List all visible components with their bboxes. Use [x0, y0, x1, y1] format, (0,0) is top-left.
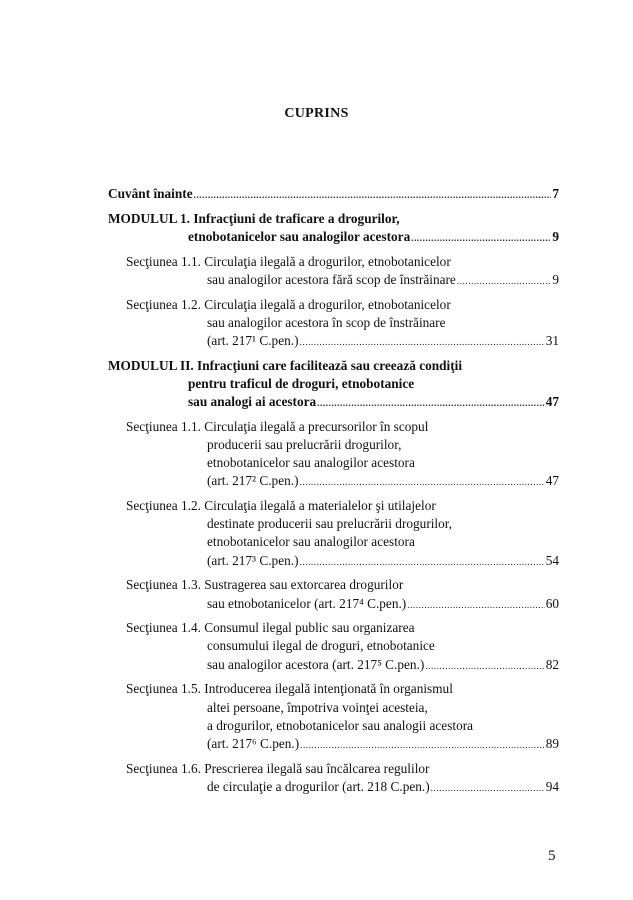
dot-leader — [457, 272, 552, 290]
entry-last-line — [108, 185, 559, 204]
dot-leader — [407, 596, 544, 614]
entry-line: Secţiunea 1.2. Circulaţia ilegală a drogurilor, etnobotanicelor — [126, 296, 451, 312]
toc-section-entry — [108, 253, 559, 290]
entry-last-line — [126, 656, 559, 675]
toc-section-entry — [108, 296, 559, 352]
entry-page-number: 47 — [545, 394, 559, 410]
entry-line: MODULUL II. Infracţiuni care facilitează sau creează condiţii — [108, 357, 463, 373]
dot-leader — [317, 394, 545, 412]
entry-text: sau etnobotanicelor (art. 217⁴ C.pen.) — [207, 595, 407, 611]
entry-line: sau analogilor acestora în scop de înstrăinare — [207, 314, 446, 330]
entry-line: Secţiunea 1.3. Sustragerea sau extorcarea drogurilor — [126, 577, 404, 593]
entry-text: Cuvânt înainte — [108, 186, 193, 201]
dot-leader — [431, 779, 545, 797]
entry-line: altei persoane, împotriva voinţei acesteia, — [207, 699, 428, 715]
dot-leader — [300, 473, 545, 491]
entry-last-line — [126, 271, 559, 290]
entry-line: etnobotanicelor sau analogilor acestora — [207, 534, 415, 550]
entry-text: (art. 217³ C.pen.) — [207, 552, 299, 568]
table-of-contents — [108, 185, 559, 803]
entry-last-line — [108, 228, 559, 247]
entry-line: Secţiunea 1.2. Circulaţia ilegală a materialelor şi utilajelor — [126, 498, 436, 514]
entry-page-number: 7 — [552, 186, 559, 201]
entry-line: Secţiunea 1.4. Consumul ilegal public sau organizarea — [126, 620, 415, 636]
entry-line: Secţiunea 1.5. Introducerea ilegală intenţionată în organismul — [126, 681, 453, 697]
dot-leader — [300, 333, 545, 351]
dot-leader — [425, 657, 544, 675]
toc-section-entry — [108, 680, 559, 754]
entry-text: sau analogilor acestora (art. 217⁵ C.pen.) — [207, 656, 425, 672]
entry-page-number: 9 — [552, 228, 559, 244]
entry-last-line — [126, 332, 559, 351]
toc-module-entry — [108, 357, 559, 413]
entry-page-number: 54 — [545, 552, 559, 568]
entry-last-line — [126, 595, 559, 614]
entry-last-line — [108, 393, 559, 412]
entry-page-number: 31 — [545, 332, 559, 348]
toc-section-entry — [108, 619, 559, 675]
toc-section-entry — [108, 497, 559, 571]
entry-line: a drogurilor, etnobotanicelor sau analogii acestora — [207, 717, 474, 733]
entry-text: sau analogi ai acestora — [188, 394, 317, 410]
entry-line: producerii sau prelucrării drogurilor, — [207, 436, 402, 452]
entry-text: (art. 217² C.pen.) — [207, 473, 299, 489]
dot-leader — [411, 229, 551, 247]
entry-line: consumului ilegal de droguri, etnobotanice — [207, 638, 435, 654]
entry-page-number: 94 — [545, 778, 559, 794]
entry-line: pentru traficul de droguri, etnobotanice — [188, 375, 415, 391]
entry-last-line — [126, 735, 559, 754]
dot-leader — [300, 736, 545, 754]
dot-leader — [300, 553, 545, 571]
entry-text: sau analogilor acestora fără scop de înstrăinare — [207, 271, 456, 287]
entry-text: etnobotanicelor sau analogilor acestora — [188, 228, 411, 244]
entry-last-line — [126, 552, 559, 571]
entry-page-number: 9 — [552, 271, 559, 287]
entry-page-number: 60 — [545, 595, 559, 611]
entry-text: (art. 217⁶ C.pen.) — [207, 735, 300, 751]
dot-leader — [194, 186, 552, 204]
toc-module-entry — [108, 210, 559, 247]
entry-page-number: 89 — [545, 735, 559, 751]
toc-section-entry — [108, 418, 559, 492]
entry-line: etnobotanicelor sau analogilor acestora — [207, 455, 415, 471]
entry-line: Secţiunea 1.6. Prescrierea ilegală sau încălcarea regulilor — [126, 760, 430, 776]
toc-section-entry — [108, 576, 559, 613]
entry-last-line — [126, 472, 559, 491]
entry-line: MODULUL 1. Infracţiuni de traficare a drogurilor, — [108, 210, 400, 226]
page-title: CUPRINS — [284, 106, 349, 121]
entry-text: de circulaţie a drogurilor (art. 218 C.pen.) — [207, 778, 430, 794]
entry-page-number: 82 — [545, 656, 559, 672]
entry-line: destinate producerii sau prelucrării drogurilor, — [207, 516, 452, 532]
entry-last-line — [126, 778, 559, 797]
toc-section-entry — [108, 760, 559, 797]
entry-line: Secţiunea 1.1. Circulaţia ilegală a precursorilor în scopul — [126, 418, 429, 434]
entry-text: (art. 217¹ C.pen.) — [207, 332, 299, 348]
entry-line: Secţiunea 1.1. Circulaţia ilegală a drogurilor, etnobotanicelor — [126, 253, 451, 269]
page-number: 5 — [548, 848, 556, 864]
entry-page-number: 47 — [545, 473, 559, 489]
toc-entry — [108, 185, 559, 204]
